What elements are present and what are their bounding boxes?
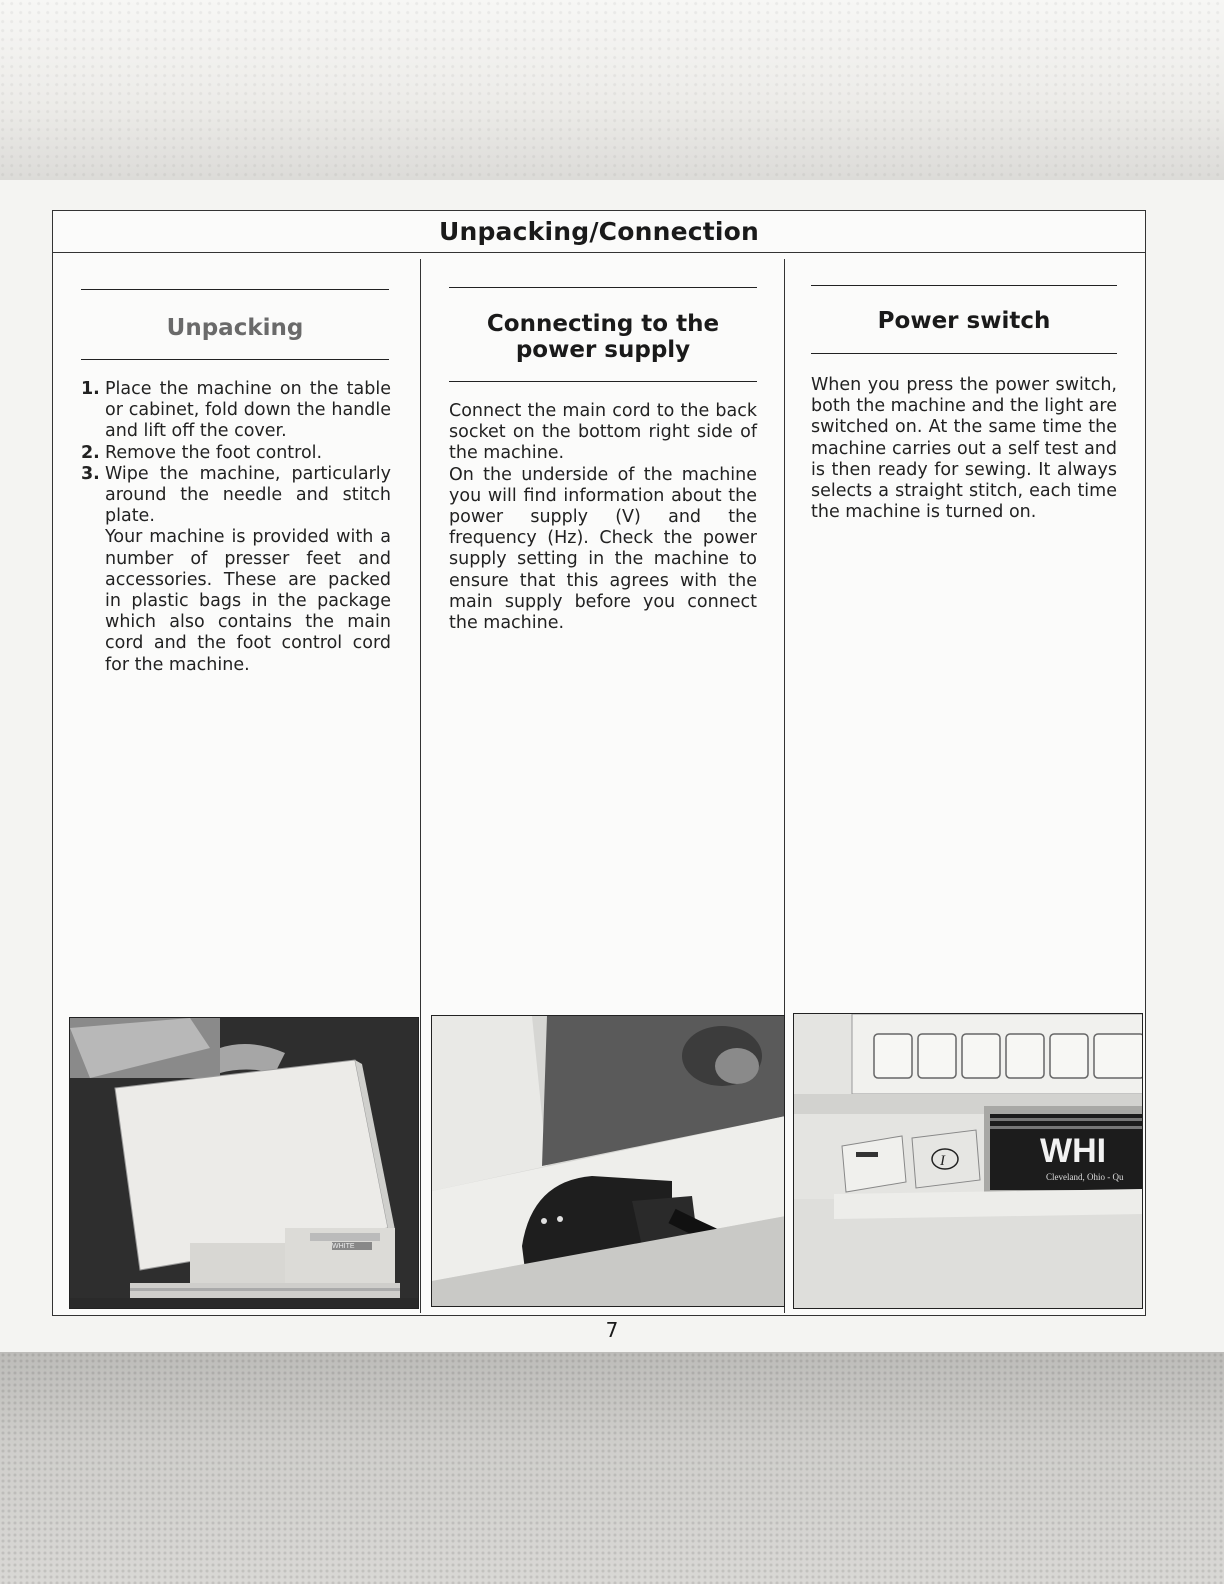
- photo-power-socket-image: [432, 1016, 785, 1307]
- page-number: 7: [605, 1318, 619, 1342]
- step-text: Remove the foot control.: [105, 442, 323, 463]
- unpacking-text: [81, 379, 391, 676]
- list-item: [81, 464, 391, 676]
- step-number: 1.: [81, 379, 100, 399]
- photo-power-socket: [431, 1015, 785, 1307]
- step-number: 2.: [81, 442, 100, 463]
- power-switch-paragraph: When you press the power switch, both the machine and the light are switched on. At the same time the machine carries out a self test and is then ready for sewing. It always selects a straight stitch, each time the machine is turned on.: [811, 375, 1117, 523]
- power-button-symbol: I: [940, 1153, 945, 1169]
- connecting-heading: Connecting to the power supply: [486, 311, 720, 363]
- step-text: Place the machine on the table or cabinet, fold down the handle and lift off the cover.: [105, 379, 391, 442]
- list-item: [81, 379, 391, 443]
- scan-border-top: [0, 0, 1224, 180]
- photo-power-switch-image: [794, 1014, 1143, 1309]
- panel-brand: WHI: [1040, 1132, 1107, 1170]
- divider: [81, 359, 389, 360]
- manual-page: [52, 210, 1146, 1316]
- photo-unpacking-image: [70, 1018, 419, 1309]
- unpacking-heading: Unpacking: [166, 315, 304, 341]
- photo-power-switch: [793, 1013, 1143, 1309]
- list-item: [81, 443, 391, 464]
- column-unpacking: [59, 259, 421, 1313]
- connecting-paragraph-1: Connect the main cord to the back socket on the bottom right side of the machine.: [449, 401, 757, 464]
- step-number: 3.: [81, 463, 100, 484]
- accessories-note: Your machine is provided with a number of presser feet and accessories. These are packed in plastic bags in the package which also contains the main cord and the foot control cord for the machine.: [105, 527, 391, 675]
- power-switch-heading: Power switch: [877, 308, 1051, 334]
- machine-label: WHITE: [332, 1243, 355, 1250]
- connecting-text: [449, 401, 757, 634]
- photo-unpacking: [69, 1017, 419, 1309]
- power-switch-text: [811, 375, 1117, 523]
- unpacking-steps: [81, 379, 391, 676]
- column-connecting: [421, 259, 785, 1313]
- divider: [811, 285, 1117, 286]
- divider: [449, 381, 757, 382]
- scan-border-bottom: [0, 1352, 1224, 1584]
- column-power-switch: [785, 259, 1145, 1313]
- divider: [449, 287, 757, 288]
- step-text: Wipe the machine, particularly around the needle and stitch plate.: [105, 463, 391, 527]
- connecting-paragraph-2: On the underside of the machine you will find information about the power supply (V) and the frequency (Hz). Check the power supply setting in the machine to ensure that this agrees with the main supply before you connect the machine.: [449, 464, 757, 634]
- title-band: [53, 211, 1145, 253]
- divider: [811, 353, 1117, 354]
- divider: [81, 289, 389, 290]
- panel-subtext: Cleveland, Ohio - Qu: [1046, 1172, 1124, 1182]
- page-title: Unpacking/Connection: [438, 217, 760, 246]
